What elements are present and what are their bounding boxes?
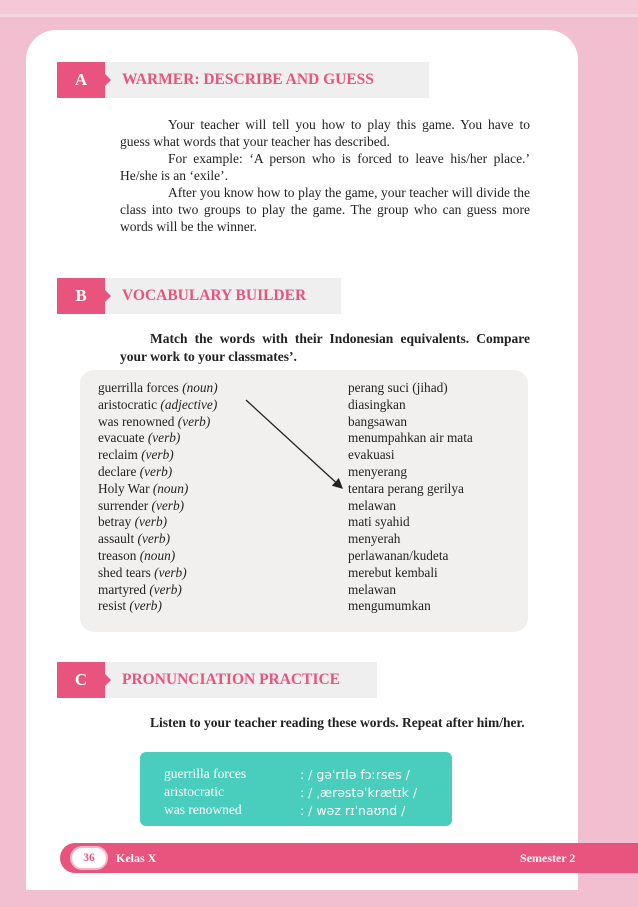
vocab-word-text: reclaim xyxy=(98,447,138,463)
part-of-speech: (adjective) xyxy=(160,396,218,412)
vocab-word xyxy=(98,447,218,464)
paragraph: After you know how to play the game, your teacher will divide the class into two groups to play the game. The group who can guess more words will be the winner. xyxy=(120,185,530,234)
vocab-word xyxy=(98,481,218,498)
vocab-word xyxy=(98,598,218,615)
section-c-header xyxy=(57,662,377,698)
vocab-word-text: martyred xyxy=(98,581,146,597)
part-of-speech: (verb) xyxy=(134,514,168,530)
section-c-letter: C xyxy=(57,662,105,698)
vocab-word xyxy=(98,464,218,481)
footer-semester-label: Semester 2 xyxy=(520,851,576,865)
vocab-word-text: evacuate xyxy=(98,430,145,446)
section-c-pointer xyxy=(105,674,111,686)
part-of-speech: (verb) xyxy=(137,531,171,547)
vocab-word-text: aristocratic xyxy=(98,396,158,412)
pronunciation-ipa: : / ˌærəstəˈkrætɪk / xyxy=(300,785,418,800)
indonesian-equivalent: perlawanan/kudeta xyxy=(348,547,449,563)
vocab-word-text: resist xyxy=(98,598,127,614)
part-of-speech: (verb) xyxy=(177,413,211,429)
footer-class-label: Kelas X xyxy=(116,851,157,865)
vocab-word xyxy=(98,430,218,447)
section-c-title: PRONUNCIATION PRACTICE xyxy=(122,671,341,688)
word-column xyxy=(98,380,218,615)
vocab-word xyxy=(98,380,218,397)
vocab-word-text: surrender xyxy=(98,497,149,513)
section-c-instruction xyxy=(120,714,530,732)
indonesian-equivalent: menumpahkan air mata xyxy=(348,430,473,446)
section-a-letter: A xyxy=(57,62,105,98)
vocab-word xyxy=(98,582,218,599)
vocab-word-text: shed tears xyxy=(98,564,151,580)
indonesian-equivalent: perang suci (jihad) xyxy=(348,380,448,395)
indonesian-equivalent: tentara perang gerilya xyxy=(348,480,464,496)
vocab-word-text: assault xyxy=(98,531,135,547)
instruction-text: Listen to your teacher reading these words. Repeat after him/her. xyxy=(150,715,525,730)
section-a-pointer xyxy=(105,74,111,86)
vocab-word-text: treason xyxy=(98,547,137,563)
indonesian-equivalent: menyerah xyxy=(348,531,401,547)
part-of-speech: (verb) xyxy=(147,430,181,446)
section-a-title: WARMER: DESCRIBE AND GUESS xyxy=(122,71,374,88)
section-a-header xyxy=(57,62,429,98)
page-top-band xyxy=(0,0,638,14)
section-b-pointer xyxy=(105,290,111,302)
indonesian-equivalent: melawan xyxy=(348,581,396,597)
indonesian-equivalent: melawan xyxy=(348,497,396,513)
equivalent-column xyxy=(348,380,473,615)
pronunciation-word: was renowned xyxy=(164,802,242,817)
indonesian-equivalent: bangsawan xyxy=(348,413,408,429)
part-of-speech: (verb) xyxy=(129,598,162,614)
section-b-title: VOCABULARY BUILDER xyxy=(122,287,307,304)
vocab-word xyxy=(98,498,218,515)
indonesian-equivalent: evakuasi xyxy=(348,447,395,463)
pronunciation-ipa: : / wəz rɪˈnaʊnd / xyxy=(300,803,406,818)
vocab-word-text: declare xyxy=(98,463,137,479)
part-of-speech: (verb) xyxy=(151,497,185,513)
top-stripe xyxy=(0,14,638,17)
vocab-word xyxy=(98,397,218,414)
part-of-speech: (noun) xyxy=(152,480,189,496)
indonesian-equivalent: menyerang xyxy=(348,463,408,479)
pronunciation-word: guerrilla forces xyxy=(164,766,247,781)
vocab-word xyxy=(98,531,218,548)
part-of-speech: (verb) xyxy=(139,463,173,479)
vocab-word xyxy=(98,414,218,431)
vocab-word-text: betray xyxy=(98,514,132,530)
paragraph: For example: ‘A person who is forced to leave his/her place.’ He/she is an ‘exile’. xyxy=(120,151,530,183)
part-of-speech: (verb) xyxy=(149,581,182,597)
indonesian-equivalent: mati syahid xyxy=(348,514,410,530)
pronunciation-word: aristocratic xyxy=(164,784,224,799)
vocab-word-text: guerrilla forces xyxy=(98,380,179,395)
part-of-speech: (verb) xyxy=(154,564,187,580)
indonesian-equivalent: diasingkan xyxy=(348,396,406,412)
part-of-speech: (noun) xyxy=(182,380,218,395)
vocab-word xyxy=(98,565,218,582)
vocab-word xyxy=(98,548,218,565)
section-b-instruction xyxy=(120,330,530,366)
vocab-word-text: was renowned xyxy=(98,413,175,429)
paragraph: Your teacher will tell you how to play this game. You have to guess what words that your teacher has described. xyxy=(120,117,530,149)
indonesian-equivalent: mengumumkan xyxy=(348,598,431,614)
vocab-word-text: Holy War xyxy=(98,480,150,496)
instruction-text: Match the words with their Indonesian equivalents. Compare your work to your classmates’. xyxy=(120,331,530,364)
vocab-word xyxy=(98,514,218,531)
section-b-header xyxy=(57,278,341,314)
page-number: 36 xyxy=(70,846,108,870)
part-of-speech: (noun) xyxy=(139,547,176,563)
section-b-letter: B xyxy=(57,278,105,314)
section-a-body xyxy=(120,116,530,235)
indonesian-equivalent: merebut kembali xyxy=(348,564,438,580)
pronunciation-ipa: : / gəˈrɪlə fɔːrses / xyxy=(300,767,410,782)
part-of-speech: (verb) xyxy=(141,447,174,463)
